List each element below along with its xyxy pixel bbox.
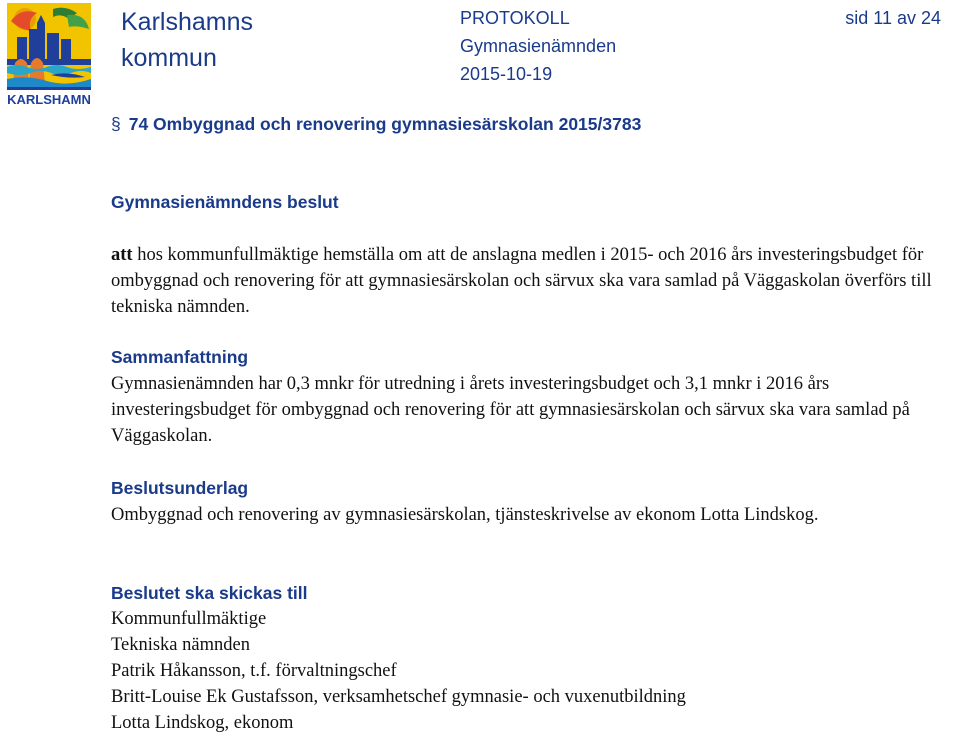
org-line-2: kommun	[121, 44, 217, 72]
committee-name: Gymnasienämnden	[460, 36, 617, 56]
organization-name	[121, 4, 321, 76]
item-title-text: 74 Ombyggnad och renovering gymnasiesärskolan 2015/3783	[128, 114, 642, 134]
document-header	[460, 4, 720, 88]
basis-heading: Beslutsunderlag	[111, 478, 249, 498]
org-line-1: Karlshamns	[121, 8, 253, 36]
page-number: sid 11 av 24	[845, 8, 941, 28]
decision-lead: att	[111, 245, 133, 265]
recipients-heading: Beslutet ska skickas till	[111, 583, 308, 603]
decision-heading: Gymnasienämndens beslut	[111, 192, 339, 212]
list-item: Lotta Lindskog, ekonom	[111, 713, 294, 733]
list-item: Patrik Håkansson, t.f. förvaltningschef	[111, 661, 397, 681]
list-item: Britt-Louise Ek Gustafsson, verksamhetschef gymnasie- och vuxenutbildning	[111, 687, 686, 707]
recipients-list	[111, 606, 686, 736]
list-item: Kommunfullmäktige	[111, 609, 267, 629]
document-type: PROTOKOLL	[460, 8, 570, 28]
logo-text: KARLSHAMN	[7, 92, 91, 107]
basis-text: Ombyggnad och renovering av gymnasiesärskolan, tjänsteskrivelse av ekonom Lotta Lindskog.	[111, 505, 819, 525]
decision-body: hos kommunfullmäktige hemställa om att de anslagna medlen i 2015- och 2016 års investeringsbudget för ombyggnad och renovering för att gymnasiesärskolan och särvux ska vara samlad på Väggaskolan överförs till tekniska nämnden.	[111, 245, 932, 317]
summary-heading: Sammanfattning	[111, 347, 249, 367]
karlshamn-logo	[7, 3, 91, 108]
list-item: Tekniska nämnden	[111, 635, 250, 655]
summary-text: Gymnasienämnden har 0,3 mnkr för utredning i årets investeringsbudget och 3,1 mnkr i 2016 års investeringsbudget för ombyggnad och renovering för att gymnasiesärskolan och särvux ska vara samlad på Väggaskolan.	[111, 374, 910, 446]
decision-text	[111, 242, 956, 320]
section-sign: §	[111, 114, 121, 134]
meeting-date: 2015-10-19	[460, 64, 553, 84]
item-title	[111, 111, 641, 137]
